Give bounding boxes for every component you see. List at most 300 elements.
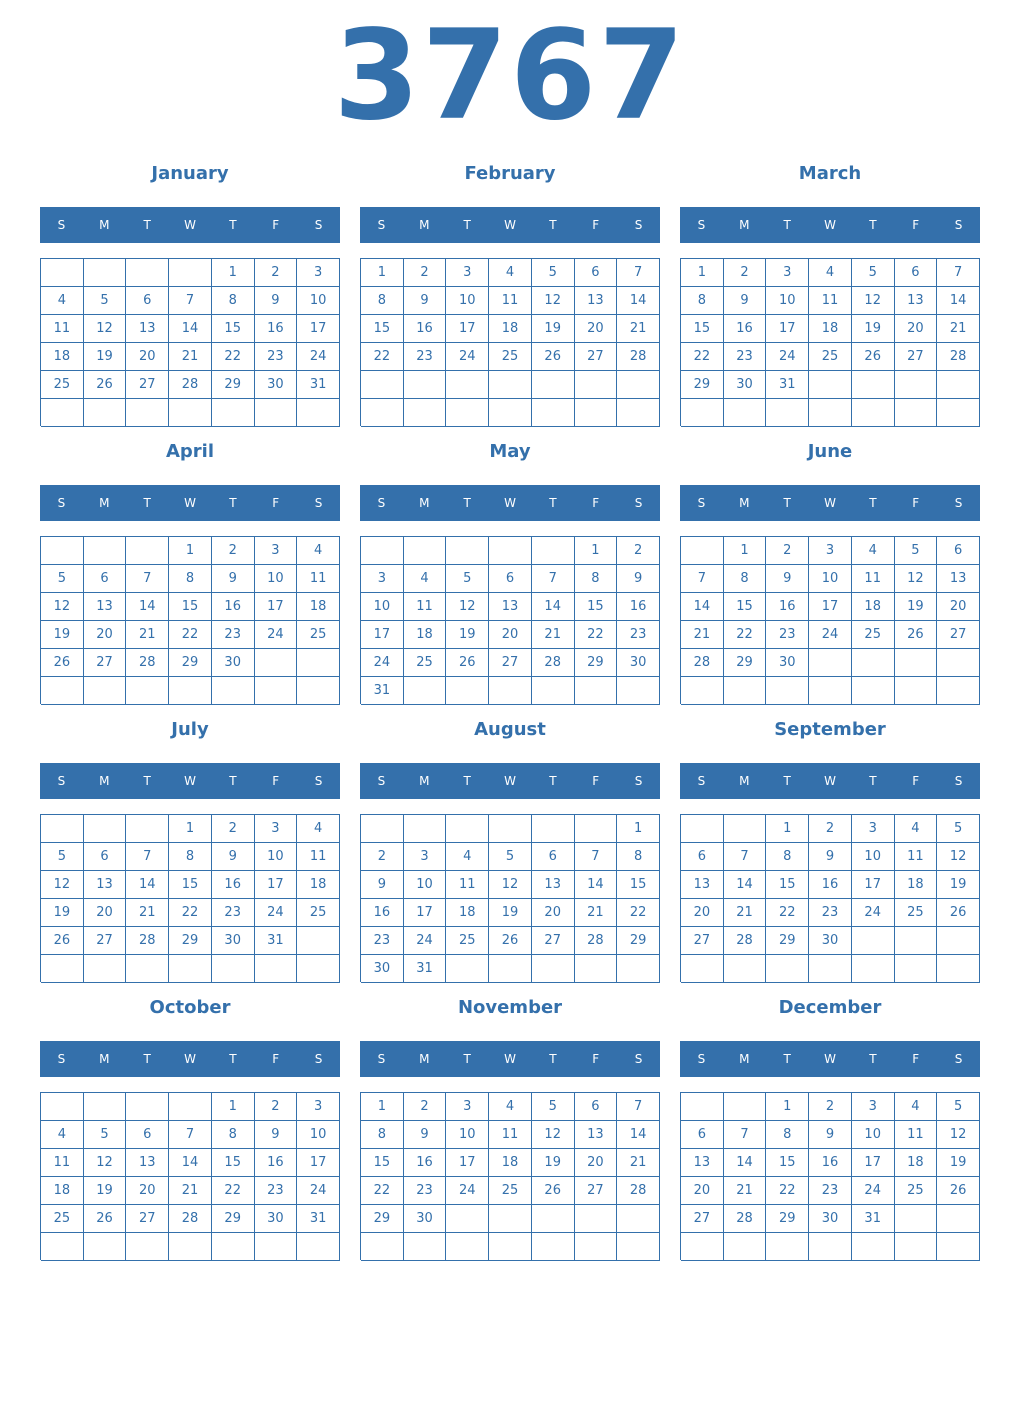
day-cell[interactable]: 12 — [852, 287, 895, 315]
day-cell[interactable]: 20 — [532, 899, 575, 927]
day-cell[interactable]: 10 — [297, 287, 340, 315]
day-cell[interactable]: 10 — [852, 843, 895, 871]
day-cell[interactable]: 18 — [404, 621, 447, 649]
day-cell[interactable]: 4 — [41, 287, 84, 315]
day-cell[interactable]: 23 — [255, 1177, 298, 1205]
day-cell[interactable]: 30 — [255, 371, 298, 399]
day-cell[interactable]: 4 — [446, 843, 489, 871]
day-cell[interactable]: 8 — [766, 1121, 809, 1149]
day-cell[interactable]: 29 — [766, 927, 809, 955]
day-cell[interactable]: 11 — [489, 1121, 532, 1149]
day-cell[interactable]: 26 — [532, 1177, 575, 1205]
day-cell[interactable]: 15 — [766, 1149, 809, 1177]
day-cell[interactable]: 15 — [169, 593, 212, 621]
day-cell[interactable]: 17 — [361, 621, 404, 649]
day-cell[interactable]: 11 — [489, 287, 532, 315]
day-cell[interactable]: 26 — [852, 343, 895, 371]
day-cell[interactable]: 7 — [681, 565, 724, 593]
day-cell[interactable]: 11 — [895, 843, 938, 871]
day-cell[interactable]: 14 — [724, 871, 767, 899]
day-cell[interactable]: 3 — [361, 565, 404, 593]
day-cell[interactable]: 27 — [895, 343, 938, 371]
day-cell[interactable]: 6 — [84, 565, 127, 593]
day-cell[interactable]: 27 — [681, 927, 724, 955]
day-cell[interactable]: 9 — [617, 565, 660, 593]
day-cell[interactable]: 13 — [126, 315, 169, 343]
day-cell[interactable]: 9 — [212, 565, 255, 593]
day-cell[interactable]: 13 — [575, 287, 618, 315]
day-cell[interactable]: 7 — [126, 565, 169, 593]
day-cell[interactable]: 1 — [212, 1093, 255, 1121]
day-cell[interactable]: 2 — [809, 815, 852, 843]
day-cell[interactable]: 27 — [937, 621, 980, 649]
day-cell[interactable]: 1 — [169, 537, 212, 565]
day-cell[interactable]: 20 — [126, 343, 169, 371]
day-cell[interactable]: 20 — [575, 315, 618, 343]
day-cell[interactable]: 16 — [724, 315, 767, 343]
day-cell[interactable]: 12 — [84, 315, 127, 343]
day-cell[interactable]: 24 — [809, 621, 852, 649]
day-cell[interactable]: 14 — [617, 287, 660, 315]
day-cell[interactable]: 15 — [361, 315, 404, 343]
day-cell[interactable]: 25 — [895, 899, 938, 927]
day-cell[interactable]: 16 — [617, 593, 660, 621]
day-cell[interactable]: 25 — [895, 1177, 938, 1205]
day-cell[interactable]: 29 — [169, 927, 212, 955]
day-cell[interactable]: 28 — [681, 649, 724, 677]
day-cell[interactable]: 15 — [724, 593, 767, 621]
day-cell[interactable]: 2 — [212, 537, 255, 565]
day-cell[interactable]: 2 — [404, 1093, 447, 1121]
day-cell[interactable]: 2 — [724, 259, 767, 287]
day-cell[interactable]: 21 — [617, 315, 660, 343]
day-cell[interactable]: 4 — [489, 259, 532, 287]
day-cell[interactable]: 23 — [404, 1177, 447, 1205]
day-cell[interactable]: 17 — [255, 871, 298, 899]
day-cell[interactable]: 1 — [766, 815, 809, 843]
day-cell[interactable]: 25 — [404, 649, 447, 677]
day-cell[interactable]: 8 — [361, 1121, 404, 1149]
day-cell[interactable]: 2 — [809, 1093, 852, 1121]
day-cell[interactable]: 22 — [212, 1177, 255, 1205]
day-cell[interactable]: 8 — [766, 843, 809, 871]
day-cell[interactable]: 10 — [297, 1121, 340, 1149]
day-cell[interactable]: 17 — [852, 1149, 895, 1177]
day-cell[interactable]: 13 — [84, 593, 127, 621]
day-cell[interactable]: 13 — [126, 1149, 169, 1177]
day-cell[interactable]: 22 — [361, 1177, 404, 1205]
day-cell[interactable]: 1 — [361, 259, 404, 287]
day-cell[interactable]: 19 — [532, 315, 575, 343]
day-cell[interactable]: 14 — [126, 593, 169, 621]
day-cell[interactable]: 26 — [84, 371, 127, 399]
day-cell[interactable]: 26 — [937, 1177, 980, 1205]
day-cell[interactable]: 27 — [575, 343, 618, 371]
day-cell[interactable]: 8 — [169, 843, 212, 871]
day-cell[interactable]: 9 — [766, 565, 809, 593]
day-cell[interactable]: 22 — [681, 343, 724, 371]
day-cell[interactable]: 15 — [361, 1149, 404, 1177]
day-cell[interactable]: 25 — [489, 343, 532, 371]
day-cell[interactable]: 26 — [446, 649, 489, 677]
day-cell[interactable]: 23 — [809, 1177, 852, 1205]
day-cell[interactable]: 21 — [126, 621, 169, 649]
day-cell[interactable]: 23 — [255, 343, 298, 371]
day-cell[interactable]: 14 — [169, 315, 212, 343]
day-cell[interactable]: 30 — [255, 1205, 298, 1233]
day-cell[interactable]: 19 — [41, 899, 84, 927]
day-cell[interactable]: 21 — [126, 899, 169, 927]
day-cell[interactable]: 18 — [489, 1149, 532, 1177]
day-cell[interactable]: 7 — [937, 259, 980, 287]
day-cell[interactable]: 24 — [446, 1177, 489, 1205]
day-cell[interactable]: 3 — [852, 815, 895, 843]
day-cell[interactable]: 15 — [681, 315, 724, 343]
day-cell[interactable]: 20 — [681, 899, 724, 927]
day-cell[interactable]: 2 — [766, 537, 809, 565]
day-cell[interactable]: 5 — [852, 259, 895, 287]
day-cell[interactable]: 19 — [937, 871, 980, 899]
day-cell[interactable]: 12 — [446, 593, 489, 621]
day-cell[interactable]: 14 — [724, 1149, 767, 1177]
day-cell[interactable]: 8 — [361, 287, 404, 315]
day-cell[interactable]: 9 — [255, 1121, 298, 1149]
day-cell[interactable]: 6 — [937, 537, 980, 565]
day-cell[interactable]: 2 — [255, 1093, 298, 1121]
day-cell[interactable]: 6 — [532, 843, 575, 871]
day-cell[interactable]: 16 — [404, 1149, 447, 1177]
day-cell[interactable]: 21 — [937, 315, 980, 343]
day-cell[interactable]: 21 — [617, 1149, 660, 1177]
day-cell[interactable]: 17 — [297, 315, 340, 343]
day-cell[interactable]: 28 — [126, 927, 169, 955]
day-cell[interactable]: 10 — [255, 565, 298, 593]
day-cell[interactable]: 6 — [895, 259, 938, 287]
day-cell[interactable]: 19 — [937, 1149, 980, 1177]
day-cell[interactable]: 14 — [126, 871, 169, 899]
day-cell[interactable]: 10 — [446, 1121, 489, 1149]
day-cell[interactable]: 28 — [532, 649, 575, 677]
day-cell[interactable]: 31 — [255, 927, 298, 955]
day-cell[interactable]: 13 — [895, 287, 938, 315]
day-cell[interactable]: 28 — [617, 343, 660, 371]
day-cell[interactable]: 18 — [41, 343, 84, 371]
day-cell[interactable]: 12 — [41, 593, 84, 621]
day-cell[interactable]: 31 — [361, 677, 404, 705]
day-cell[interactable]: 30 — [212, 927, 255, 955]
day-cell[interactable]: 29 — [169, 649, 212, 677]
day-cell[interactable]: 31 — [852, 1205, 895, 1233]
day-cell[interactable]: 12 — [895, 565, 938, 593]
day-cell[interactable]: 7 — [617, 1093, 660, 1121]
day-cell[interactable]: 2 — [617, 537, 660, 565]
day-cell[interactable]: 16 — [212, 593, 255, 621]
day-cell[interactable]: 18 — [297, 593, 340, 621]
day-cell[interactable]: 10 — [361, 593, 404, 621]
day-cell[interactable]: 15 — [575, 593, 618, 621]
day-cell[interactable]: 21 — [532, 621, 575, 649]
day-cell[interactable]: 8 — [212, 287, 255, 315]
day-cell[interactable]: 29 — [212, 1205, 255, 1233]
day-cell[interactable]: 18 — [489, 315, 532, 343]
day-cell[interactable]: 23 — [212, 621, 255, 649]
day-cell[interactable]: 11 — [895, 1121, 938, 1149]
day-cell[interactable]: 22 — [361, 343, 404, 371]
day-cell[interactable]: 3 — [446, 1093, 489, 1121]
day-cell[interactable]: 26 — [937, 899, 980, 927]
day-cell[interactable]: 27 — [84, 649, 127, 677]
day-cell[interactable]: 18 — [852, 593, 895, 621]
day-cell[interactable]: 1 — [575, 537, 618, 565]
day-cell[interactable]: 12 — [41, 871, 84, 899]
day-cell[interactable]: 9 — [809, 1121, 852, 1149]
day-cell[interactable]: 21 — [681, 621, 724, 649]
day-cell[interactable]: 20 — [937, 593, 980, 621]
day-cell[interactable]: 16 — [404, 315, 447, 343]
day-cell[interactable]: 25 — [41, 371, 84, 399]
day-cell[interactable]: 11 — [446, 871, 489, 899]
day-cell[interactable]: 17 — [766, 315, 809, 343]
day-cell[interactable]: 3 — [766, 259, 809, 287]
day-cell[interactable]: 11 — [404, 593, 447, 621]
day-cell[interactable]: 9 — [809, 843, 852, 871]
day-cell[interactable]: 26 — [489, 927, 532, 955]
day-cell[interactable]: 13 — [937, 565, 980, 593]
day-cell[interactable]: 24 — [446, 343, 489, 371]
day-cell[interactable]: 3 — [852, 1093, 895, 1121]
day-cell[interactable]: 3 — [446, 259, 489, 287]
day-cell[interactable]: 25 — [852, 621, 895, 649]
day-cell[interactable]: 6 — [489, 565, 532, 593]
day-cell[interactable]: 28 — [937, 343, 980, 371]
day-cell[interactable]: 30 — [212, 649, 255, 677]
day-cell[interactable]: 10 — [852, 1121, 895, 1149]
day-cell[interactable]: 28 — [169, 1205, 212, 1233]
day-cell[interactable]: 22 — [724, 621, 767, 649]
day-cell[interactable]: 23 — [361, 927, 404, 955]
day-cell[interactable]: 24 — [297, 343, 340, 371]
day-cell[interactable]: 5 — [446, 565, 489, 593]
day-cell[interactable]: 17 — [255, 593, 298, 621]
day-cell[interactable]: 29 — [212, 371, 255, 399]
day-cell[interactable]: 21 — [169, 1177, 212, 1205]
day-cell[interactable]: 31 — [404, 955, 447, 983]
day-cell[interactable]: 25 — [41, 1205, 84, 1233]
day-cell[interactable]: 23 — [809, 899, 852, 927]
day-cell[interactable]: 23 — [724, 343, 767, 371]
day-cell[interactable]: 28 — [724, 927, 767, 955]
day-cell[interactable]: 16 — [766, 593, 809, 621]
day-cell[interactable]: 1 — [361, 1093, 404, 1121]
day-cell[interactable]: 5 — [489, 843, 532, 871]
day-cell[interactable]: 6 — [575, 1093, 618, 1121]
day-cell[interactable]: 21 — [575, 899, 618, 927]
day-cell[interactable]: 6 — [126, 287, 169, 315]
day-cell[interactable]: 15 — [212, 1149, 255, 1177]
day-cell[interactable]: 25 — [809, 343, 852, 371]
day-cell[interactable]: 4 — [41, 1121, 84, 1149]
day-cell[interactable]: 24 — [255, 899, 298, 927]
day-cell[interactable]: 9 — [404, 287, 447, 315]
day-cell[interactable]: 6 — [575, 259, 618, 287]
day-cell[interactable]: 15 — [169, 871, 212, 899]
day-cell[interactable]: 28 — [575, 927, 618, 955]
day-cell[interactable]: 22 — [766, 1177, 809, 1205]
day-cell[interactable]: 13 — [681, 871, 724, 899]
day-cell[interactable]: 17 — [446, 1149, 489, 1177]
day-cell[interactable]: 30 — [809, 927, 852, 955]
day-cell[interactable]: 8 — [212, 1121, 255, 1149]
day-cell[interactable]: 9 — [212, 843, 255, 871]
day-cell[interactable]: 17 — [852, 871, 895, 899]
day-cell[interactable]: 7 — [169, 1121, 212, 1149]
day-cell[interactable]: 16 — [361, 899, 404, 927]
day-cell[interactable]: 9 — [724, 287, 767, 315]
day-cell[interactable]: 27 — [489, 649, 532, 677]
day-cell[interactable]: 3 — [297, 1093, 340, 1121]
day-cell[interactable]: 29 — [575, 649, 618, 677]
day-cell[interactable]: 30 — [809, 1205, 852, 1233]
day-cell[interactable]: 27 — [575, 1177, 618, 1205]
day-cell[interactable]: 21 — [169, 343, 212, 371]
day-cell[interactable]: 10 — [255, 843, 298, 871]
day-cell[interactable]: 18 — [809, 315, 852, 343]
day-cell[interactable]: 20 — [489, 621, 532, 649]
day-cell[interactable]: 18 — [297, 871, 340, 899]
day-cell[interactable]: 18 — [446, 899, 489, 927]
day-cell[interactable]: 1 — [766, 1093, 809, 1121]
day-cell[interactable]: 24 — [852, 899, 895, 927]
day-cell[interactable]: 8 — [575, 565, 618, 593]
day-cell[interactable]: 21 — [724, 1177, 767, 1205]
day-cell[interactable]: 10 — [766, 287, 809, 315]
day-cell[interactable]: 17 — [297, 1149, 340, 1177]
day-cell[interactable]: 16 — [255, 1149, 298, 1177]
day-cell[interactable]: 5 — [532, 259, 575, 287]
day-cell[interactable]: 5 — [937, 1093, 980, 1121]
day-cell[interactable]: 23 — [212, 899, 255, 927]
day-cell[interactable]: 11 — [41, 1149, 84, 1177]
day-cell[interactable]: 30 — [617, 649, 660, 677]
day-cell[interactable]: 25 — [446, 927, 489, 955]
day-cell[interactable]: 26 — [84, 1205, 127, 1233]
day-cell[interactable]: 5 — [532, 1093, 575, 1121]
day-cell[interactable]: 2 — [404, 259, 447, 287]
day-cell[interactable]: 7 — [724, 1121, 767, 1149]
day-cell[interactable]: 29 — [617, 927, 660, 955]
day-cell[interactable]: 4 — [809, 259, 852, 287]
day-cell[interactable]: 14 — [937, 287, 980, 315]
day-cell[interactable]: 7 — [126, 843, 169, 871]
day-cell[interactable]: 20 — [84, 621, 127, 649]
day-cell[interactable]: 11 — [297, 843, 340, 871]
day-cell[interactable]: 25 — [489, 1177, 532, 1205]
day-cell[interactable]: 12 — [532, 1121, 575, 1149]
day-cell[interactable]: 23 — [766, 621, 809, 649]
day-cell[interactable]: 22 — [766, 899, 809, 927]
day-cell[interactable]: 21 — [724, 899, 767, 927]
day-cell[interactable]: 23 — [617, 621, 660, 649]
day-cell[interactable]: 4 — [297, 537, 340, 565]
day-cell[interactable]: 31 — [297, 371, 340, 399]
day-cell[interactable]: 27 — [126, 1205, 169, 1233]
day-cell[interactable]: 30 — [766, 649, 809, 677]
day-cell[interactable]: 6 — [681, 843, 724, 871]
day-cell[interactable]: 27 — [84, 927, 127, 955]
day-cell[interactable]: 13 — [84, 871, 127, 899]
day-cell[interactable]: 7 — [724, 843, 767, 871]
day-cell[interactable]: 19 — [489, 899, 532, 927]
day-cell[interactable]: 3 — [255, 815, 298, 843]
day-cell[interactable]: 20 — [84, 899, 127, 927]
day-cell[interactable]: 30 — [361, 955, 404, 983]
day-cell[interactable]: 3 — [404, 843, 447, 871]
day-cell[interactable]: 8 — [169, 565, 212, 593]
day-cell[interactable]: 11 — [41, 315, 84, 343]
day-cell[interactable]: 8 — [724, 565, 767, 593]
day-cell[interactable]: 1 — [617, 815, 660, 843]
day-cell[interactable]: 3 — [809, 537, 852, 565]
day-cell[interactable]: 1 — [681, 259, 724, 287]
day-cell[interactable]: 25 — [297, 899, 340, 927]
day-cell[interactable]: 24 — [404, 927, 447, 955]
day-cell[interactable]: 18 — [895, 871, 938, 899]
day-cell[interactable]: 23 — [404, 343, 447, 371]
day-cell[interactable]: 31 — [297, 1205, 340, 1233]
day-cell[interactable]: 19 — [84, 343, 127, 371]
day-cell[interactable]: 28 — [169, 371, 212, 399]
day-cell[interactable]: 11 — [852, 565, 895, 593]
day-cell[interactable]: 31 — [766, 371, 809, 399]
day-cell[interactable]: 12 — [937, 843, 980, 871]
day-cell[interactable]: 13 — [489, 593, 532, 621]
day-cell[interactable]: 10 — [809, 565, 852, 593]
day-cell[interactable]: 28 — [724, 1205, 767, 1233]
day-cell[interactable]: 14 — [617, 1121, 660, 1149]
day-cell[interactable]: 7 — [617, 259, 660, 287]
day-cell[interactable]: 10 — [404, 871, 447, 899]
day-cell[interactable]: 15 — [212, 315, 255, 343]
day-cell[interactable]: 17 — [446, 315, 489, 343]
day-cell[interactable]: 6 — [84, 843, 127, 871]
day-cell[interactable]: 16 — [809, 1149, 852, 1177]
day-cell[interactable]: 24 — [297, 1177, 340, 1205]
day-cell[interactable]: 4 — [404, 565, 447, 593]
day-cell[interactable]: 14 — [575, 871, 618, 899]
day-cell[interactable]: 12 — [937, 1121, 980, 1149]
day-cell[interactable]: 16 — [809, 871, 852, 899]
day-cell[interactable]: 7 — [532, 565, 575, 593]
day-cell[interactable]: 9 — [361, 871, 404, 899]
day-cell[interactable]: 16 — [255, 315, 298, 343]
day-cell[interactable]: 4 — [852, 537, 895, 565]
day-cell[interactable]: 29 — [724, 649, 767, 677]
day-cell[interactable]: 29 — [361, 1205, 404, 1233]
day-cell[interactable]: 25 — [297, 621, 340, 649]
day-cell[interactable]: 9 — [404, 1121, 447, 1149]
day-cell[interactable]: 5 — [84, 1121, 127, 1149]
day-cell[interactable]: 22 — [617, 899, 660, 927]
day-cell[interactable]: 6 — [681, 1121, 724, 1149]
day-cell[interactable]: 15 — [617, 871, 660, 899]
day-cell[interactable]: 1 — [724, 537, 767, 565]
day-cell[interactable]: 18 — [41, 1177, 84, 1205]
day-cell[interactable]: 8 — [681, 287, 724, 315]
day-cell[interactable]: 19 — [895, 593, 938, 621]
day-cell[interactable]: 27 — [126, 371, 169, 399]
day-cell[interactable]: 3 — [255, 537, 298, 565]
day-cell[interactable]: 22 — [169, 621, 212, 649]
